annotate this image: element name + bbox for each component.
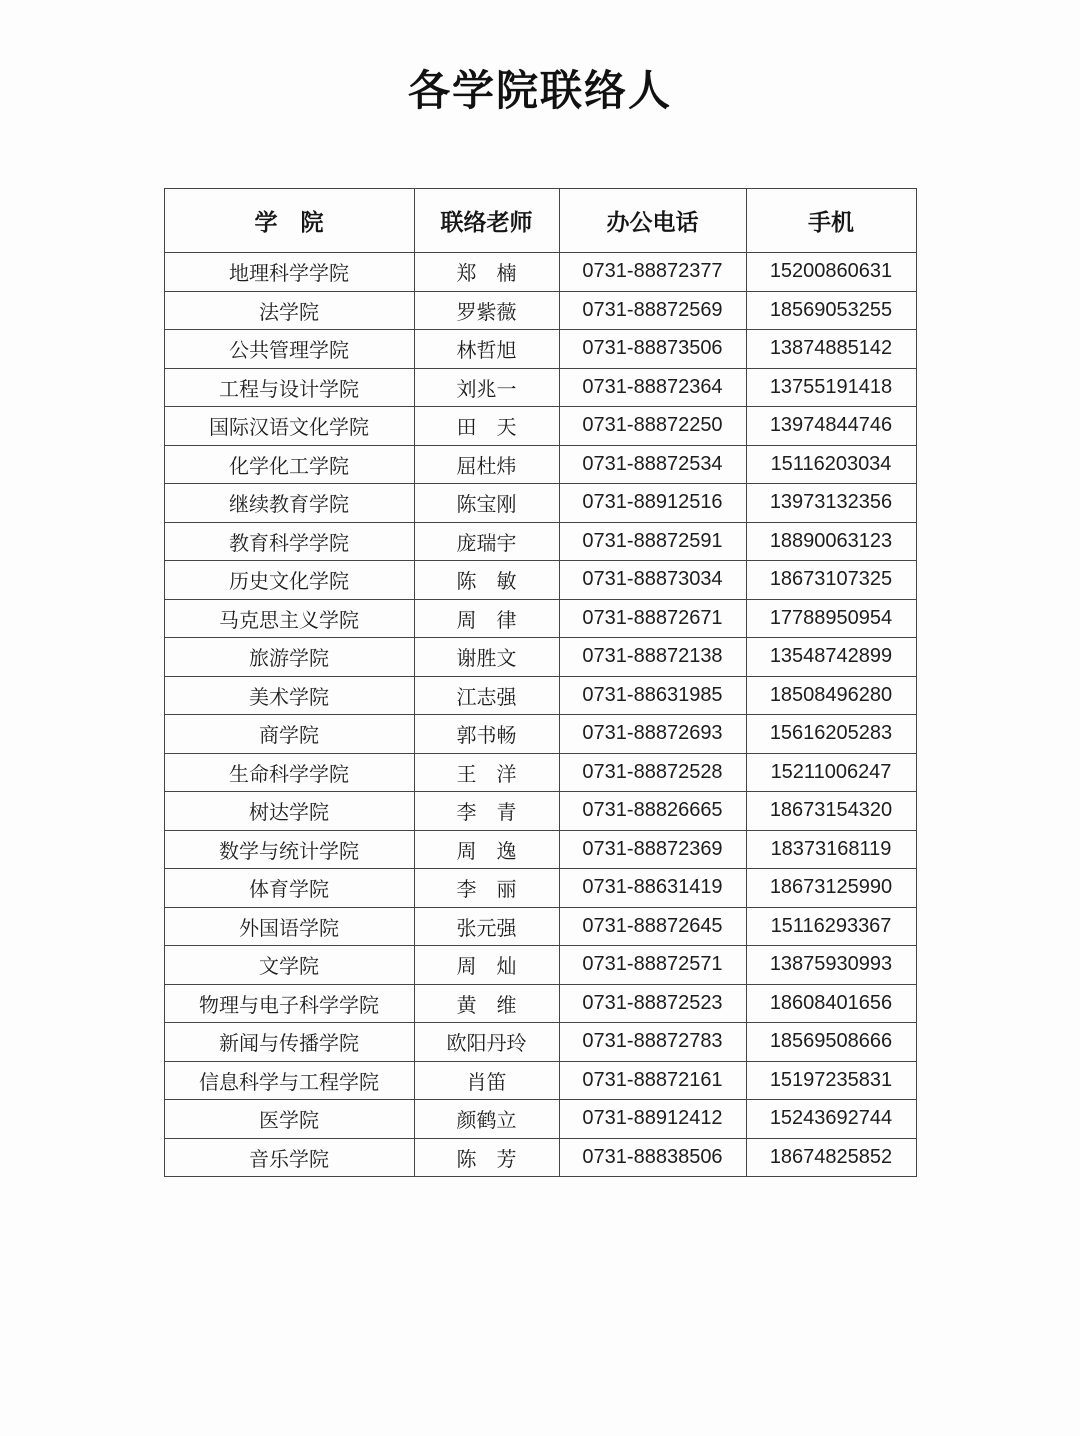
office-phone-cell: 0731-88631419: [559, 869, 746, 908]
teacher-cell: 周 逸: [414, 830, 559, 869]
table-row: [164, 1100, 916, 1139]
teacher-cell: 李 丽: [414, 869, 559, 908]
table-row: [164, 1061, 916, 1100]
college-cell: 公共管理学院: [164, 330, 414, 369]
mobile-cell: 18373168119: [746, 830, 916, 869]
teacher-cell: 郭书畅: [414, 715, 559, 754]
mobile-cell: 13875930993: [746, 946, 916, 985]
mobile-cell: 15211006247: [746, 753, 916, 792]
table-row: [164, 946, 916, 985]
office-phone-cell: 0731-88872783: [559, 1023, 746, 1062]
office-phone-cell: 0731-88873506: [559, 330, 746, 369]
office-phone-cell: 0731-88826665: [559, 792, 746, 831]
table-row: [164, 599, 916, 638]
teacher-cell: 王 洋: [414, 753, 559, 792]
college-cell: 化学化工学院: [164, 445, 414, 484]
teacher-cell: 肖笛: [414, 1061, 559, 1100]
table-row: [164, 869, 916, 908]
mobile-cell: 15616205283: [746, 715, 916, 754]
office-phone-cell: 0731-88872161: [559, 1061, 746, 1100]
table-row: [164, 330, 916, 369]
table-row: [164, 792, 916, 831]
teacher-cell: 陈 敏: [414, 561, 559, 600]
header-row: [164, 189, 916, 253]
mobile-cell: 15116203034: [746, 445, 916, 484]
office-phone-cell: 0731-88872693: [559, 715, 746, 754]
document-page: [0, 58, 1080, 1436]
mobile-cell: 18569053255: [746, 291, 916, 330]
office-phone-cell: 0731-88872138: [559, 638, 746, 677]
table-row: [164, 561, 916, 600]
table-row: [164, 291, 916, 330]
office-phone-cell: 0731-88872671: [559, 599, 746, 638]
college-cell: 教育科学学院: [164, 522, 414, 561]
office-phone-cell: 0731-88872523: [559, 984, 746, 1023]
mobile-cell: 15116293367: [746, 907, 916, 946]
college-cell: 继续教育学院: [164, 484, 414, 523]
contact-table: [164, 188, 917, 1177]
mobile-cell: 18673154320: [746, 792, 916, 831]
college-cell: 树达学院: [164, 792, 414, 831]
college-cell: 国际汉语文化学院: [164, 407, 414, 446]
mobile-cell: 18673125990: [746, 869, 916, 908]
table-row: [164, 830, 916, 869]
mobile-cell: 13874885142: [746, 330, 916, 369]
office-phone-cell: 0731-88872364: [559, 368, 746, 407]
table-row: [164, 676, 916, 715]
office-phone-cell: 0731-88872528: [559, 753, 746, 792]
mobile-cell: 13548742899: [746, 638, 916, 677]
college-cell: 生命科学学院: [164, 753, 414, 792]
table-row: [164, 445, 916, 484]
teacher-cell: 颜鹤立: [414, 1100, 559, 1139]
office-phone-cell: 0731-88872569: [559, 291, 746, 330]
office-phone-cell: 0731-88872250: [559, 407, 746, 446]
teacher-cell: 周 灿: [414, 946, 559, 985]
table-row: [164, 753, 916, 792]
mobile-cell: 13755191418: [746, 368, 916, 407]
college-cell: 音乐学院: [164, 1138, 414, 1177]
college-cell: 马克思主义学院: [164, 599, 414, 638]
college-cell: 历史文化学院: [164, 561, 414, 600]
college-cell: 旅游学院: [164, 638, 414, 677]
header-teacher: 联络老师: [414, 189, 559, 253]
teacher-cell: 罗紫薇: [414, 291, 559, 330]
teacher-cell: 欧阳丹玲: [414, 1023, 559, 1062]
teacher-cell: 李 青: [414, 792, 559, 831]
office-phone-cell: 0731-88912412: [559, 1100, 746, 1139]
mobile-cell: 18508496280: [746, 676, 916, 715]
mobile-cell: 15200860631: [746, 253, 916, 292]
header-office-phone: 办公电话: [559, 189, 746, 253]
mobile-cell: 15243692744: [746, 1100, 916, 1139]
college-cell: 新闻与传播学院: [164, 1023, 414, 1062]
mobile-cell: 18674825852: [746, 1138, 916, 1177]
mobile-cell: 18673107325: [746, 561, 916, 600]
office-phone-cell: 0731-88912516: [559, 484, 746, 523]
college-cell: 数学与统计学院: [164, 830, 414, 869]
table-row: [164, 253, 916, 292]
table-row: [164, 984, 916, 1023]
office-phone-cell: 0731-88873034: [559, 561, 746, 600]
mobile-cell: 13974844746: [746, 407, 916, 446]
mobile-cell: 18608401656: [746, 984, 916, 1023]
office-phone-cell: 0731-88872377: [559, 253, 746, 292]
teacher-cell: 江志强: [414, 676, 559, 715]
office-phone-cell: 0731-88872534: [559, 445, 746, 484]
college-cell: 文学院: [164, 946, 414, 985]
mobile-cell: 15197235831: [746, 1061, 916, 1100]
table-row: [164, 1023, 916, 1062]
office-phone-cell: 0731-88838506: [559, 1138, 746, 1177]
teacher-cell: 田 天: [414, 407, 559, 446]
teacher-cell: 郑 楠: [414, 253, 559, 292]
teacher-cell: 黄 维: [414, 984, 559, 1023]
college-cell: 体育学院: [164, 869, 414, 908]
mobile-cell: 18890063123: [746, 522, 916, 561]
header-mobile: 手机: [746, 189, 916, 253]
table-row: [164, 1138, 916, 1177]
contact-table-body: [164, 253, 916, 1177]
college-cell: 美术学院: [164, 676, 414, 715]
teacher-cell: 谢胜文: [414, 638, 559, 677]
office-phone-cell: 0731-88872591: [559, 522, 746, 561]
college-cell: 物理与电子科学学院: [164, 984, 414, 1023]
table-row: [164, 484, 916, 523]
teacher-cell: 周 律: [414, 599, 559, 638]
teacher-cell: 庞瑞宇: [414, 522, 559, 561]
table-row: [164, 715, 916, 754]
teacher-cell: 陈宝刚: [414, 484, 559, 523]
page-title: 各学院联络人: [407, 67, 672, 114]
table-row: [164, 907, 916, 946]
college-cell: 地理科学学院: [164, 253, 414, 292]
teacher-cell: 林哲旭: [414, 330, 559, 369]
teacher-cell: 屈杜炜: [414, 445, 559, 484]
college-cell: 商学院: [164, 715, 414, 754]
office-phone-cell: 0731-88631985: [559, 676, 746, 715]
table-row: [164, 638, 916, 677]
table-row: [164, 407, 916, 446]
college-cell: 工程与设计学院: [164, 368, 414, 407]
contact-table-header: [164, 189, 916, 253]
office-phone-cell: 0731-88872645: [559, 907, 746, 946]
teacher-cell: 刘兆一: [414, 368, 559, 407]
office-phone-cell: 0731-88872571: [559, 946, 746, 985]
table-row: [164, 522, 916, 561]
header-college: 学 院: [164, 189, 414, 253]
mobile-cell: 18569508666: [746, 1023, 916, 1062]
college-cell: 信息科学与工程学院: [164, 1061, 414, 1100]
college-cell: 法学院: [164, 291, 414, 330]
college-cell: 医学院: [164, 1100, 414, 1139]
college-cell: 外国语学院: [164, 907, 414, 946]
teacher-cell: 张元强: [414, 907, 559, 946]
mobile-cell: 13973132356: [746, 484, 916, 523]
mobile-cell: 17788950954: [746, 599, 916, 638]
office-phone-cell: 0731-88872369: [559, 830, 746, 869]
table-row: [164, 368, 916, 407]
teacher-cell: 陈 芳: [414, 1138, 559, 1177]
